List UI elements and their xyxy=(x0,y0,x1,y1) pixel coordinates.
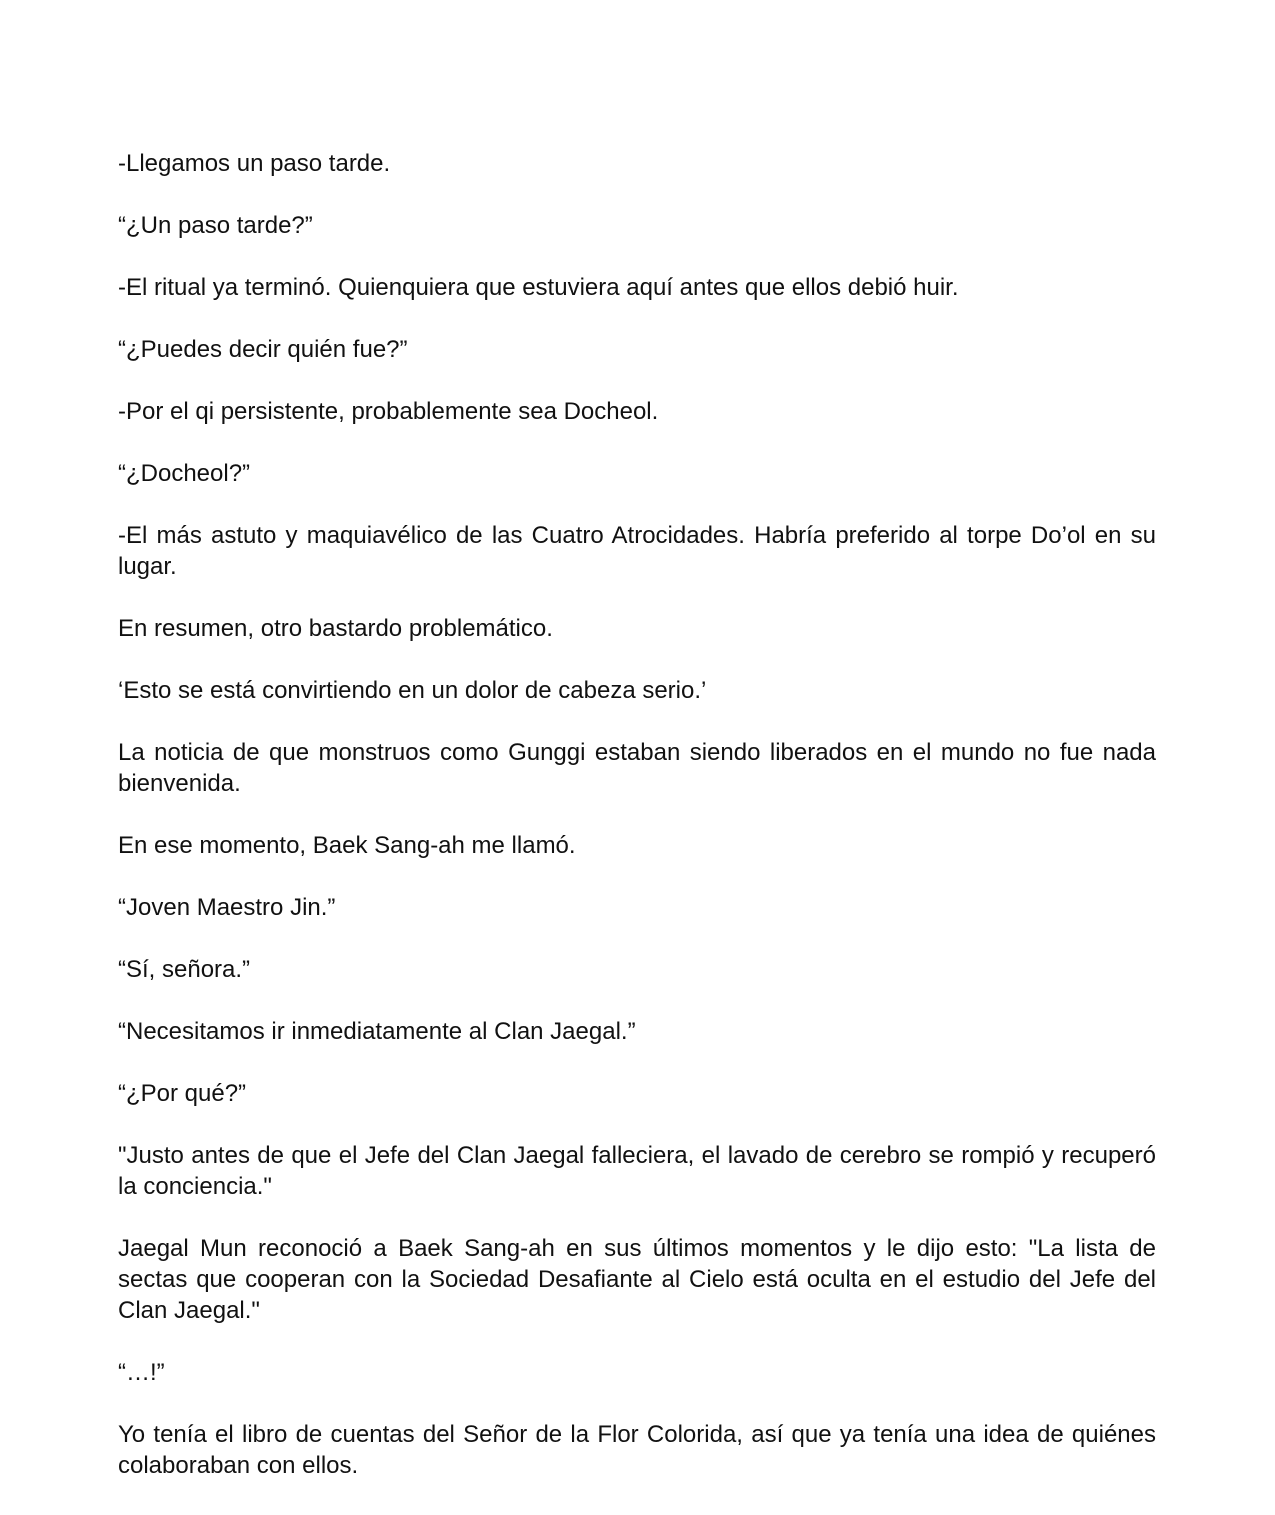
paragraph-18: “…!” xyxy=(118,1359,165,1386)
paragraph-15: “¿Por qué?” xyxy=(118,1080,247,1107)
paragraph-7: -El más astuto y maquiavélico de las Cuatro Atrocidades. Habría preferido al torpe Do’ol en su lugar. xyxy=(118,522,1156,580)
paragraph-14: “Necesitamos ir inmediatamente al Clan Jaegal.” xyxy=(118,1018,636,1045)
paragraph-4: “¿Puedes decir quién fue?” xyxy=(118,336,408,363)
paragraph-16: "Justo antes de que el Jefe del Clan Jaegal falleciera, el lavado de cerebro se rompió y recuperó la conciencia." xyxy=(118,1142,1156,1200)
paragraph-3: -El ritual ya terminó. Quienquiera que estuviera aquí antes que ellos debió huir. xyxy=(118,274,959,301)
document-page xyxy=(118,148,1156,1512)
paragraph-19: Yo tenía el libro de cuentas del Señor de la Flor Colorida, así que ya tenía una idea de quiénes colaboraban con ellos. xyxy=(118,1421,1156,1479)
paragraph-13: “Sí, señora.” xyxy=(118,956,251,983)
paragraph-8: En resumen, otro bastardo problemático. xyxy=(118,615,553,642)
paragraph-12: “Joven Maestro Jin.” xyxy=(118,894,336,921)
paragraph-1: -Llegamos un paso tarde. xyxy=(118,150,391,177)
paragraph-2: “¿Un paso tarde?” xyxy=(118,212,313,239)
paragraph-17: Jaegal Mun reconoció a Baek Sang-ah en sus últimos momentos y le dijo esto: "La lista de sectas que cooperan con la Sociedad Desafiante al Cielo está oculta en el estudio del Jefe del Clan Jaegal." xyxy=(118,1235,1156,1324)
paragraph-11: En ese momento, Baek Sang-ah me llamó. xyxy=(118,832,576,859)
paragraph-6: “¿Docheol?” xyxy=(118,460,251,487)
paragraph-9: ‘Esto se está convirtiendo en un dolor de cabeza serio.’ xyxy=(118,677,707,704)
paragraph-5: -Por el qi persistente, probablemente sea Docheol. xyxy=(118,398,659,425)
paragraph-10: La noticia de que monstruos como Gunggi estaban siendo liberados en el mundo no fue nada bienvenida. xyxy=(118,739,1156,797)
